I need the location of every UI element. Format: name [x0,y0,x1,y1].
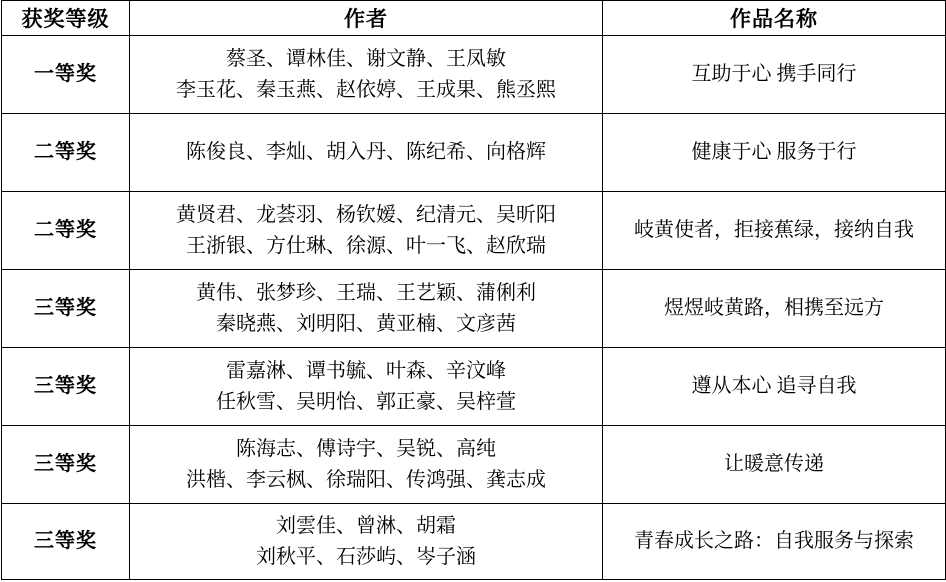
authors-line: 雷嘉淋、谭书毓、叶森、辛汶峰 [226,359,506,382]
cell-authors [130,192,603,270]
cell-work-title [603,504,946,580]
authors-line: 任秋雪、吴明怡、郭正豪、吴梓萱 [216,390,516,413]
authors-line: 刘秋平、石莎屿、岑子涵 [256,545,476,568]
column-header-title: 作品名称 [603,1,946,36]
table-row [2,36,946,114]
title-line: 岐黄使者，拒接蕉绿，接纳自我 [634,219,914,241]
authors-line: 黄贤君、龙荟羽、杨钦嫒、纪清元、吴昕阳 [176,203,556,226]
authors-line: 王浙银、方仕琳、徐源、叶一飞、赵欣瑞 [186,234,546,257]
cell-work-title [603,36,946,114]
table-row [2,270,946,348]
cell-award-level: 二等奖 [2,192,130,270]
title-line: 健康于心 服务于行 [691,141,857,163]
column-header-authors: 作者 [130,1,603,36]
cell-authors [130,114,603,192]
title-line: 煜煜岐黄路，相携至远方 [664,297,884,319]
authors-line: 洪楷、李云枫、徐瑞阳、传鸿强、龚志成 [186,468,546,491]
cell-work-title [603,114,946,192]
authors-line: 陈海志、傅诗宇、吴锐、高纯 [236,437,496,460]
table-row [2,114,946,192]
cell-award-level: 三等奖 [2,348,130,426]
award-results-table [1,0,946,580]
cell-award-level: 三等奖 [2,426,130,504]
cell-authors [130,504,603,580]
authors-line: 李玉花、秦玉燕、赵依婷、王成果、熊丞熙 [176,78,556,101]
title-line: 遵从本心 追寻自我 [691,375,857,397]
authors-line: 陈俊良、李灿、胡入丹、陈纪希、向格辉 [186,141,546,163]
cell-authors [130,426,603,504]
table-header-row [2,1,946,36]
table-row [2,192,946,270]
cell-award-level: 三等奖 [2,270,130,348]
table-row [2,504,946,580]
authors-line: 刘雲佳、曾淋、胡霜 [276,514,456,537]
title-line: 让暖意传递 [724,453,824,475]
cell-work-title [603,192,946,270]
table-row [2,348,946,426]
cell-award-level: 三等奖 [2,504,130,580]
authors-line: 蔡圣、谭林佳、谢文静、王凤敏 [226,47,506,70]
cell-authors [130,36,603,114]
cell-authors [130,348,603,426]
cell-work-title [603,270,946,348]
cell-award-level: 一等奖 [2,36,130,114]
column-header-level: 获奖等级 [2,1,130,36]
cell-work-title [603,426,946,504]
cell-authors [130,270,603,348]
authors-line: 秦晓燕、刘明阳、黄亚楠、文彦茜 [216,312,516,335]
table-body [2,36,946,580]
title-line: 青春成长之路：自我服务与探索 [634,530,914,552]
title-line: 互助于心 携手同行 [691,63,857,85]
authors-line: 黄伟、张梦珍、王瑞、王艺颖、蒲俐利 [196,281,536,304]
cell-work-title [603,348,946,426]
table-header [2,1,946,36]
cell-award-level: 二等奖 [2,114,130,192]
table-row [2,426,946,504]
